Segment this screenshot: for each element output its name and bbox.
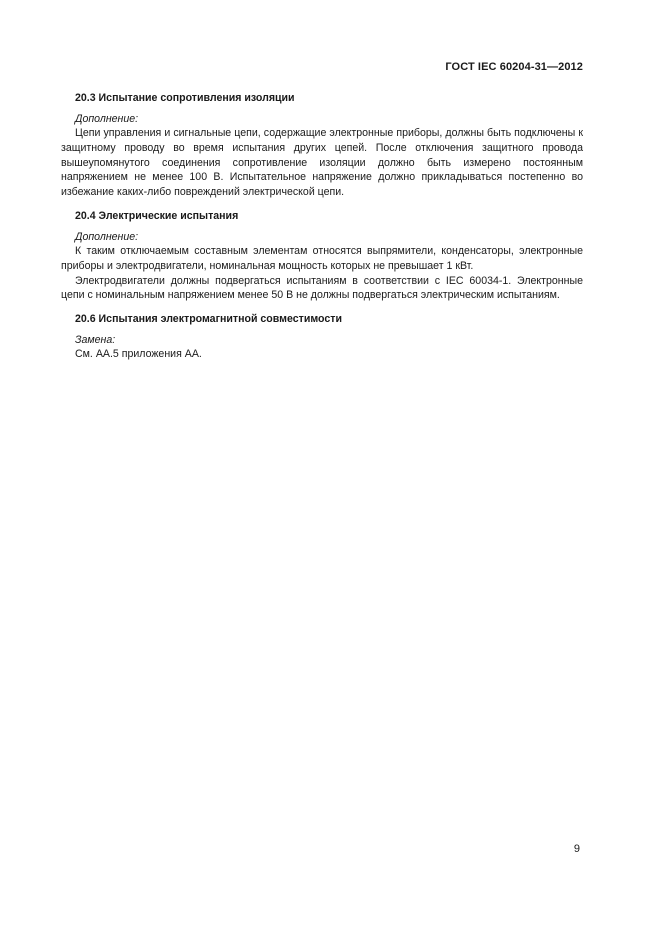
document-body (61, 91, 583, 362)
section-20-6 (61, 312, 583, 362)
paragraph: Электродвигатели должны подвергаться испытаниям в соответствии с IEC 60034-1. Электронные цепи с номинальным напряжением менее 50 В не должны подвергаться электрическим испытаниям. (61, 274, 583, 302)
document-standard-id: ГОСТ IEC 60204-31—2012 (445, 61, 583, 73)
section-20-4 (61, 209, 583, 303)
paragraph: Цепи управления и сигнальные цепи, содержащие электронные приборы, должны быть подключены к защитному проводу во время испытания других цепей. После отключения защитного провода вышеупомянутого соединения сопротивление изоляции должно быть измерено постоянным напряжением не менее 100 В. Испытательное напряжение должно прикладываться постепенно во избежание каких-либо повреждений электрической цепи. (61, 127, 583, 199)
section-title: 20.4 Электрические испытания (75, 209, 239, 222)
section-title: 20.6 Испытания электромагнитной совместимости (75, 313, 342, 326)
page-number: 9 (573, 843, 580, 855)
section-label: Замена: (75, 334, 116, 347)
section-label: Дополнение: (75, 230, 139, 243)
section-label: Дополнение: (75, 113, 139, 125)
section-title: 20.3 Испытание сопротивления изоляции (75, 92, 295, 104)
section-20-3 (61, 91, 583, 200)
paragraph: См. АА.5 приложения АА. (75, 348, 202, 361)
paragraph: К таким отключаемым составным элементам относятся выпрямители, конденсаторы, электронные приборы и электродвигатели, номинальная мощность которых не превышает 1 кВт. (61, 244, 583, 272)
